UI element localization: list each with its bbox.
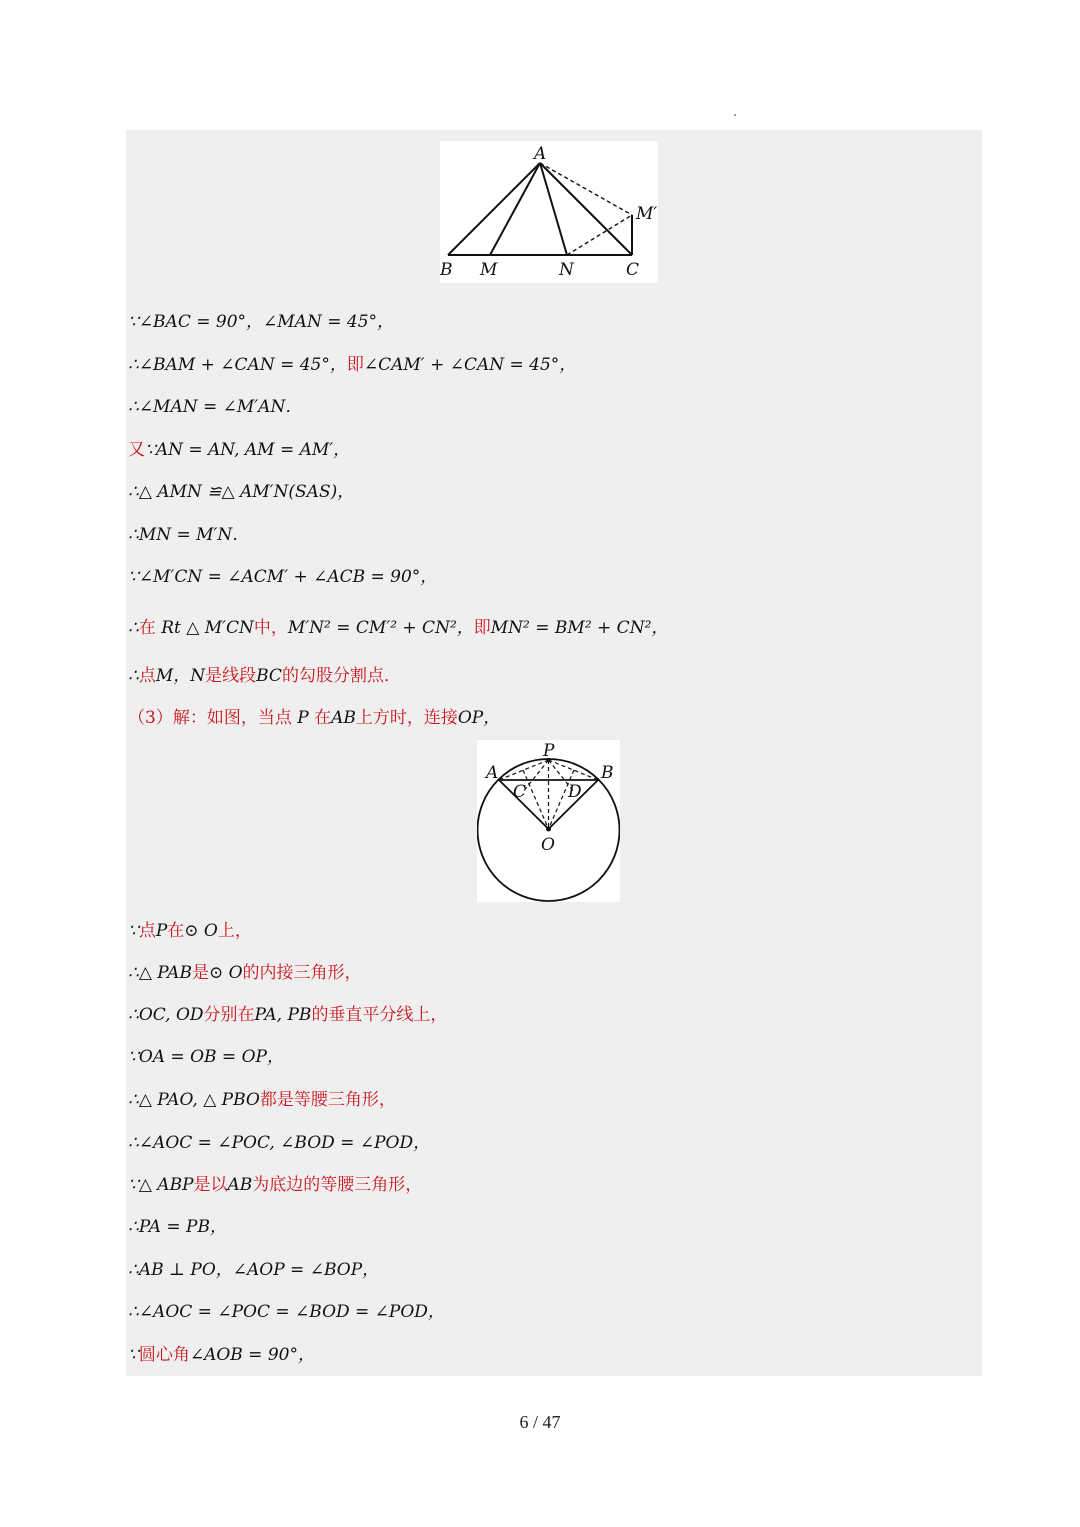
label-Mprime: M′ bbox=[636, 204, 658, 224]
text-segment: 点 bbox=[138, 666, 156, 686]
text-segment: ∴MN = M′N． bbox=[128, 525, 250, 545]
label-B: B bbox=[440, 260, 453, 280]
text-segment: （3）解：如图，当点 bbox=[128, 708, 298, 728]
text-segment: ∴PA = PB， bbox=[128, 1217, 227, 1237]
text-segment: ∵△ ABP bbox=[128, 1175, 194, 1195]
proof-line-3 bbox=[128, 392, 302, 422]
text-segment: 在 bbox=[138, 618, 162, 638]
proof-line-13 bbox=[128, 1000, 447, 1030]
text-segment: AB bbox=[227, 1175, 253, 1195]
text-segment: 的勾股分割点． bbox=[281, 666, 401, 686]
text-segment: BC bbox=[256, 666, 282, 686]
text-segment: 的垂直平分线上， bbox=[311, 1005, 448, 1025]
text-segment: 在 bbox=[308, 708, 332, 728]
label-N: N bbox=[559, 260, 574, 280]
label-D2: D bbox=[568, 782, 582, 802]
text-segment: PA, PB bbox=[254, 1005, 312, 1025]
text-segment: ∴△ PAO, △ PBO bbox=[128, 1090, 260, 1110]
proof-line-21 bbox=[128, 1340, 315, 1370]
proof-line-17 bbox=[128, 1170, 422, 1200]
text-segment: 点 bbox=[138, 921, 156, 941]
text-segment: ∴OC, OD bbox=[128, 1005, 204, 1025]
text-segment: ∵ bbox=[128, 1345, 139, 1365]
text-segment: ∴△ PAB bbox=[128, 963, 192, 983]
proof-line-15 bbox=[128, 1085, 396, 1115]
proof-line-16 bbox=[128, 1128, 430, 1158]
text-segment: 即 bbox=[473, 618, 491, 638]
text-segment: 都是等腰三角形， bbox=[259, 1090, 396, 1110]
text-segment: ∴ bbox=[128, 618, 139, 638]
text-segment: ∠CAM′ + ∠CAN = 45°， bbox=[363, 355, 577, 375]
text-segment: MN² = BM² + CN²， bbox=[490, 618, 669, 638]
figure-circle bbox=[477, 740, 620, 902]
text-segment: 的内接三角形， bbox=[242, 963, 362, 983]
proof-line-5 bbox=[128, 477, 354, 507]
text-segment: 上， bbox=[217, 921, 252, 941]
text-segment: 是以 bbox=[193, 1175, 228, 1195]
text-segment: 为底边的等腰三角形， bbox=[252, 1175, 423, 1195]
text-segment: 是 bbox=[191, 963, 209, 983]
text-segment: ∴∠BAM + ∠CAN = 45°， bbox=[128, 355, 347, 375]
text-segment: ∴AB ⊥ PO，∠AOP = ∠BOP， bbox=[128, 1260, 380, 1280]
label-A: A bbox=[534, 144, 547, 164]
text-segment: 即 bbox=[346, 355, 364, 375]
text-segment: ∴ bbox=[128, 666, 139, 686]
text-segment: M，N bbox=[155, 666, 206, 686]
proof-line-8 bbox=[128, 613, 668, 643]
text-segment: ⊙ O bbox=[184, 921, 218, 941]
label-C2: C bbox=[513, 782, 527, 802]
proof-line-12 bbox=[128, 958, 362, 988]
proof-line-6 bbox=[128, 520, 249, 550]
figure-triangle bbox=[440, 141, 658, 283]
label-C: C bbox=[626, 260, 640, 280]
text-segment: M′N² = CM′² + CN²， bbox=[287, 618, 474, 638]
text-segment: Rt △ M′CN bbox=[161, 618, 254, 638]
proof-line-4 bbox=[128, 435, 350, 465]
label-M: M bbox=[480, 260, 498, 280]
label-A2: A bbox=[486, 763, 499, 783]
proof-line-9 bbox=[128, 661, 401, 691]
proof-line-11 bbox=[128, 916, 252, 946]
text-segment: ∴∠AOC = ∠POC = ∠BOD = ∠POD， bbox=[128, 1302, 445, 1322]
text-segment: AB bbox=[331, 708, 356, 728]
page-number: 6 / 47 bbox=[519, 1412, 561, 1432]
text-segment: 又 bbox=[128, 440, 145, 460]
proof-line-2 bbox=[128, 350, 576, 380]
text-segment: ⊙ O bbox=[208, 963, 243, 983]
proof-line-7 bbox=[128, 562, 437, 592]
text-segment: ∴∠AOC = ∠POC, ∠BOD = ∠POD， bbox=[128, 1133, 431, 1153]
text-segment: 是线段 bbox=[205, 666, 257, 686]
scan-speck bbox=[734, 114, 736, 116]
text-segment: ∵∠M′CN = ∠ACM′ + ∠ACB = 90°， bbox=[128, 567, 438, 587]
text-segment: 在 bbox=[167, 921, 185, 941]
label-O2: O bbox=[541, 835, 555, 855]
proof-line-18 bbox=[128, 1212, 227, 1242]
text-segment: ∴∠MAN = ∠M′AN． bbox=[128, 397, 303, 417]
text-segment: ∵OA = OB = OP， bbox=[128, 1047, 284, 1067]
proof-line-20 bbox=[128, 1297, 445, 1327]
text-segment: ∴△ AMN ≌△ AM′N(SAS)， bbox=[128, 482, 355, 502]
proof-line-10 bbox=[128, 703, 500, 733]
text-segment: 中， bbox=[253, 618, 288, 638]
proof-line-1 bbox=[128, 307, 394, 337]
text-segment: 上方时，连接 bbox=[355, 708, 458, 728]
text-segment: 分别在 bbox=[203, 1005, 255, 1025]
label-B2: B bbox=[601, 763, 614, 783]
text-segment: ∵AN = AN, AM = AM′， bbox=[145, 440, 351, 460]
text-segment: P bbox=[155, 921, 168, 941]
text-segment: ∠AOB = 90°， bbox=[189, 1345, 315, 1365]
text-segment: ∵ bbox=[128, 921, 139, 941]
text-segment: OP， bbox=[457, 708, 501, 728]
text-segment: ∵∠BAC = 90°，∠MAN = 45°， bbox=[128, 312, 395, 332]
text-segment: P bbox=[297, 708, 309, 728]
text-segment: 圆心角 bbox=[138, 1345, 190, 1365]
proof-line-19 bbox=[128, 1255, 379, 1285]
proof-line-14 bbox=[128, 1042, 284, 1072]
label-P: P bbox=[543, 741, 555, 761]
